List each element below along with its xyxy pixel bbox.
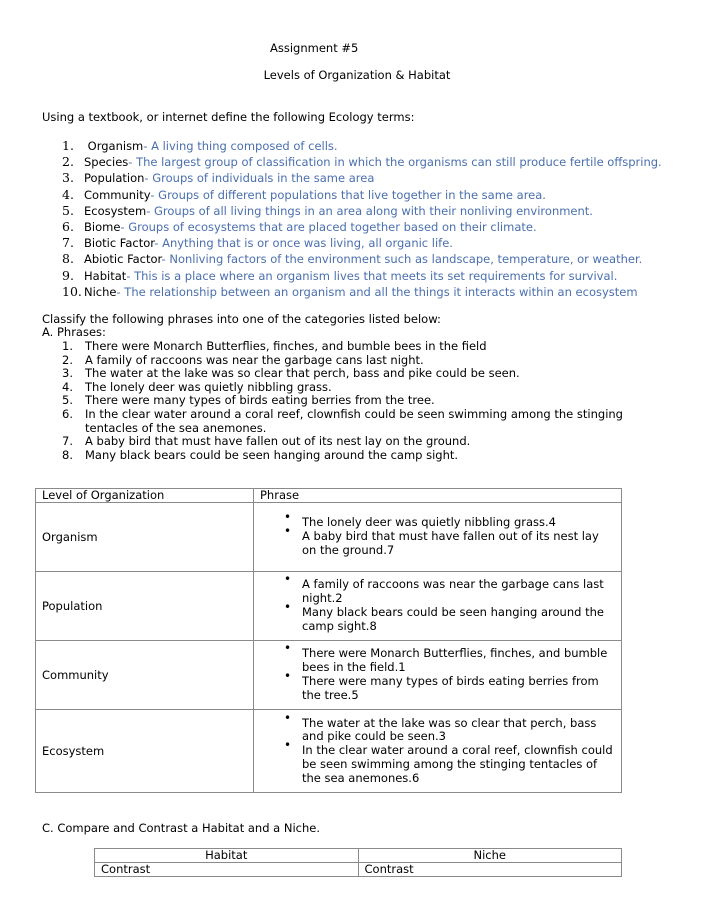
- phrase-text: There were many types of birds eating berries from the tree.: [85, 393, 435, 408]
- term-definition: - Groups of ecosystems that are placed together based on their climate.: [120, 220, 537, 234]
- phrase-bullet: • In the clear water around a coral reef, clownfish could be seen swimming among the stinging tentacles of the sea anemones.6: [260, 744, 615, 785]
- term-number: 9.: [62, 267, 74, 283]
- phrase-item: [62, 408, 665, 435]
- levels-table-header: [36, 489, 622, 503]
- term-word: Biotic Factor: [84, 236, 155, 251]
- term-item: [62, 219, 537, 234]
- phrase-item: [62, 449, 665, 463]
- levels-table-row: [36, 641, 622, 710]
- phrase-item: [62, 435, 665, 449]
- term-word: Population: [84, 171, 145, 186]
- term-definition: - The relationship between an organism and all the things it interacts within an ecosystem: [116, 284, 638, 299]
- term-word: Habitat: [84, 268, 127, 283]
- term-item: [62, 170, 374, 185]
- term-definition: - Groups of individuals in the same area: [144, 171, 375, 186]
- phrase-text: A family of raccoons was near the garbage cans last night.: [85, 352, 424, 367]
- term-number: 4.: [62, 186, 74, 202]
- levels-table-row: [36, 710, 622, 793]
- phrase-cell: [254, 572, 622, 641]
- phrases-list: [62, 340, 665, 462]
- phrase-text: There were Monarch Butterflies, finches, and bumble bees in the field: [85, 339, 487, 353]
- phrase-number: 5.: [62, 393, 73, 408]
- niche-header: Niche: [358, 849, 622, 863]
- term-definition: - A living thing composed of cells.: [143, 139, 338, 153]
- niche-contrast: Contrast: [358, 863, 622, 877]
- term-number: 6.: [62, 219, 74, 234]
- term-item: [62, 268, 617, 283]
- phrase-text: In the clear water around a coral reef, clownfish could be seen swimming among the stinging tentacles of the sea anemones.: [85, 406, 623, 435]
- term-item: [62, 187, 546, 202]
- term-word: Niche: [84, 284, 117, 299]
- phrase-number: 8.: [62, 447, 73, 462]
- term-number: 8.: [62, 251, 74, 267]
- level-cell: Ecosystem: [36, 710, 254, 793]
- levels-table-row: [36, 572, 622, 641]
- term-number: 1.: [62, 138, 74, 153]
- phrase-bullet: • The lonely deer was quietly nibbling grass.4: [260, 516, 615, 530]
- phrase-bullet: • A family of raccoons was near the garbage cans last night.2: [260, 578, 615, 606]
- level-cell: Population: [36, 572, 254, 641]
- section-c-title: C. Compare and Contrast a Habitat and a Niche.: [42, 821, 320, 835]
- term-word: Community: [84, 187, 151, 202]
- term-number: 7.: [62, 235, 74, 251]
- term-word: Ecosystem: [84, 203, 147, 218]
- term-item: [62, 251, 642, 266]
- intro-instruction: Using a textbook, or internet define the following Ecology terms:: [42, 110, 415, 124]
- term-item: [62, 138, 338, 153]
- term-item: [62, 235, 453, 250]
- phrase-cell: [254, 641, 622, 710]
- term-definition: - Groups of different populations that live together in the same area.: [150, 187, 546, 202]
- term-number: 3.: [62, 170, 74, 186]
- phrase-item: [62, 381, 665, 395]
- habitat-header: Habitat: [95, 849, 359, 863]
- term-number: 5.: [62, 202, 74, 218]
- phrase-item: [62, 354, 665, 368]
- levels-table-row: [36, 503, 622, 572]
- level-cell: Community: [36, 641, 254, 710]
- term-item: [62, 203, 593, 218]
- term-number: 2.: [62, 154, 74, 170]
- phrase-bullet: • There were Monarch Butterflies, finches, and bumble bees in the field.1: [260, 647, 615, 675]
- phrase-bullet: • Many black bears could be seen hanging around the camp sight.8: [260, 606, 615, 634]
- phrase-number: 3.: [62, 366, 73, 381]
- phrase-bullet: • The water at the lake was so clear that perch, bass and pike could be seen.3: [260, 717, 615, 745]
- phrase-item: [62, 340, 665, 354]
- phrase-text: Many black bears could be seen hanging around the camp sight.: [85, 447, 459, 462]
- header-level: Level of Organization: [36, 489, 254, 503]
- term-item: [62, 154, 662, 169]
- term-definition: - Nonliving factors of the environment such as landscape, temperature, or weather.: [161, 252, 643, 267]
- phrase-item: [62, 367, 665, 381]
- term-definition: - Anything that is or once was living, all organic life.: [154, 236, 453, 251]
- term-definition: - Groups of all living things in an area along with their nonliving environment.: [146, 203, 593, 218]
- phrase-number: 7.: [62, 434, 73, 449]
- term-definition: - The largest group of classification in which the organisms can still produce fertile offspring.: [128, 155, 662, 170]
- phrase-number: 6.: [62, 406, 73, 421]
- phrases-label: A. Phrases:: [42, 325, 106, 339]
- phrase-cell: [254, 503, 622, 572]
- term-word: Species: [84, 155, 129, 170]
- phrase-text: The lonely deer was quietly nibbling grass.: [85, 379, 332, 394]
- phrase-bullet: • There were many types of birds eating berries from the tree.5: [260, 675, 615, 703]
- term-definition: - This is a place where an organism lives that meets its set requirements for survival.: [126, 268, 618, 283]
- phrase-item: [62, 394, 665, 408]
- header-phrase: Phrase: [254, 489, 622, 503]
- term-number: 10.: [62, 283, 82, 299]
- phrase-number: 2.: [62, 352, 73, 367]
- assignment-title: Assignment #5: [270, 41, 359, 55]
- level-cell: Organism: [36, 503, 254, 572]
- term-word: Abiotic Factor: [84, 252, 162, 267]
- term-item: [62, 284, 638, 299]
- habitat-niche-table: [94, 848, 622, 877]
- assignment-subtitle: Levels of Organization & Habitat: [263, 68, 451, 82]
- habitat-contrast: Contrast: [95, 863, 359, 877]
- term-word: Organism: [84, 139, 144, 153]
- phrase-number: 1.: [62, 339, 73, 353]
- phrase-text: A baby bird that must have fallen out of its nest lay on the ground.: [85, 434, 471, 449]
- phrase-bullet: • A baby bird that must have fallen out of its nest lay on the ground.7: [260, 530, 615, 558]
- classify-instruction: Classify the following phrases into one of the categories listed below:: [42, 312, 441, 326]
- levels-table: [35, 488, 622, 793]
- phrase-number: 4.: [62, 379, 73, 394]
- phrase-cell: [254, 710, 622, 793]
- phrase-text: The water at the lake was so clear that perch, bass and pike could be seen.: [85, 366, 520, 381]
- term-word: Biome: [84, 220, 121, 234]
